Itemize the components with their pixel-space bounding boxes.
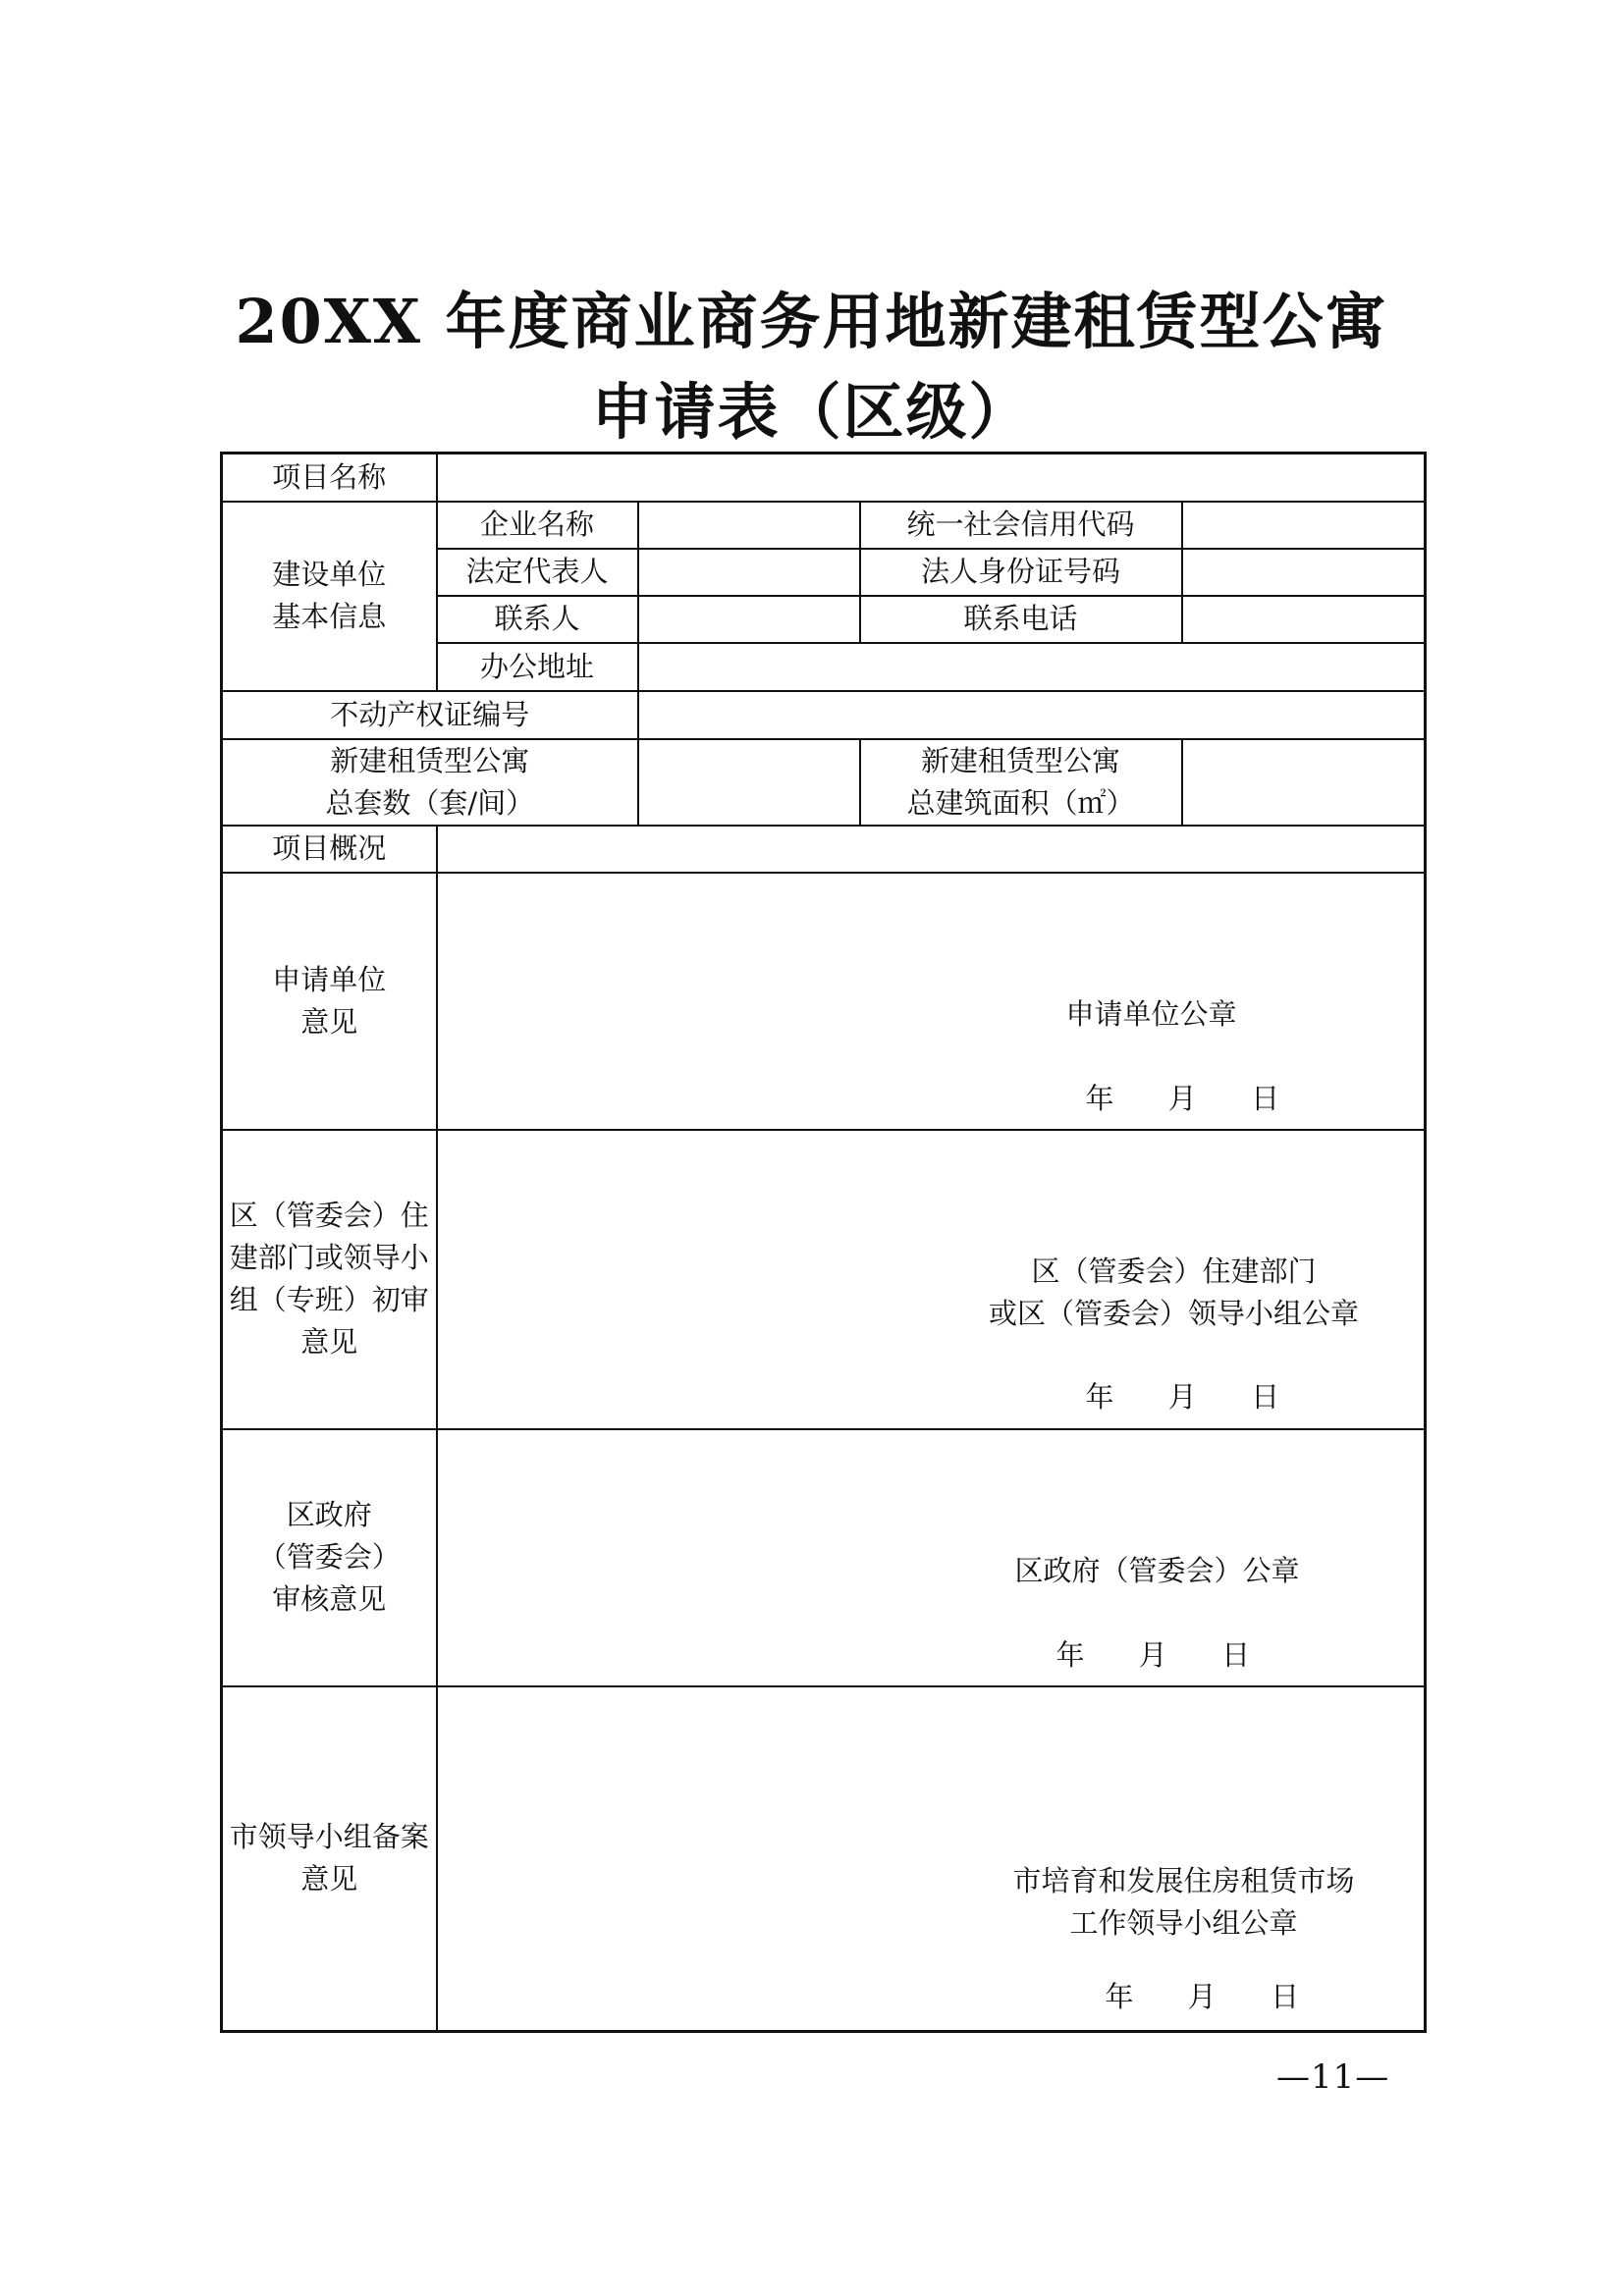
district-housing-opinion-field[interactable] [437, 1130, 1426, 1429]
row-district-housing-opinion [222, 1130, 1426, 1429]
builder-info-label: 建设单位 基本信息 [222, 502, 437, 691]
contact-field[interactable] [638, 596, 860, 643]
form-title-line1: 20XX 年度商业商务用地新建租赁型公寓 [235, 286, 1388, 357]
district-gov-opinion-field[interactable] [437, 1429, 1426, 1686]
applicant-opinion-label: 申请单位 意见 [222, 873, 437, 1130]
row-city-group-opinion [222, 1686, 1426, 2032]
property-cert-label: 不动产权证编号 [222, 691, 638, 739]
overview-field[interactable] [437, 826, 1426, 873]
form-title-line2: 申请表（区级） [591, 376, 1032, 448]
district-gov-stamp-text: 区政府（管委会）公章 [1014, 1553, 1300, 1587]
applicant-date: 年 月 日 [1085, 1081, 1280, 1115]
phone-label: 联系电话 [860, 596, 1182, 643]
legal-rep-label: 法定代表人 [437, 549, 638, 596]
row-applicant-opinion [222, 873, 1426, 1130]
city-group-opinion-label: 市领导小组备案 意见 [222, 1686, 437, 2032]
row-totals [222, 739, 1426, 826]
district-housing-date: 年 月 日 [1085, 1379, 1280, 1414]
contact-label: 联系人 [437, 596, 638, 643]
page-number: —11— [1276, 2057, 1390, 2097]
application-form-table [220, 452, 1427, 2033]
district-gov-opinion-label: 区政府 （管委会） 审核意见 [222, 1429, 437, 1686]
total-area-field[interactable] [1182, 739, 1426, 826]
total-units-label: 新建租赁型公寓 总套数（套/间） [222, 739, 638, 826]
row-overview [222, 826, 1426, 873]
legal-rep-field[interactable] [638, 549, 860, 596]
district-housing-opinion-label: 区（管委会）住 建部门或领导小 组（专班）初审 意见 [222, 1130, 437, 1429]
overview-label: 项目概况 [222, 826, 437, 873]
property-cert-field[interactable] [638, 691, 1426, 739]
company-name-field[interactable] [638, 502, 860, 549]
district-gov-date: 年 月 日 [1055, 1637, 1251, 1672]
id-number-label: 法人身份证号码 [860, 549, 1182, 596]
row-project-name [222, 454, 1426, 502]
city-group-date: 年 月 日 [1105, 1979, 1300, 2013]
city-group-stamp-text: 市培育和发展住房租赁市场 工作领导小组公章 [1012, 1863, 1355, 1940]
applicant-opinion-field[interactable] [437, 873, 1426, 1130]
district-housing-stamp-text: 区（管委会）住建部门 或区（管委会）领导小组公章 [988, 1254, 1359, 1330]
address-label: 办公地址 [437, 643, 638, 691]
company-name-label: 企业名称 [437, 502, 638, 549]
phone-field[interactable] [1182, 596, 1426, 643]
row-district-gov-opinion [222, 1429, 1426, 1686]
project-name-field[interactable] [437, 454, 1426, 502]
row-company-name [222, 502, 1426, 549]
city-group-opinion-field[interactable] [437, 1686, 1426, 2032]
credit-code-label: 统一社会信用代码 [860, 502, 1182, 549]
id-number-field[interactable] [1182, 549, 1426, 596]
row-property-cert [222, 691, 1426, 739]
project-name-label: 项目名称 [222, 454, 437, 502]
credit-code-field[interactable] [1182, 502, 1426, 549]
total-units-field[interactable] [638, 739, 860, 826]
applicant-stamp-text: 申请单位公章 [1065, 996, 1237, 1031]
total-area-label: 新建租赁型公寓 总建筑面积（㎡） [860, 739, 1182, 826]
address-field[interactable] [638, 643, 1426, 691]
